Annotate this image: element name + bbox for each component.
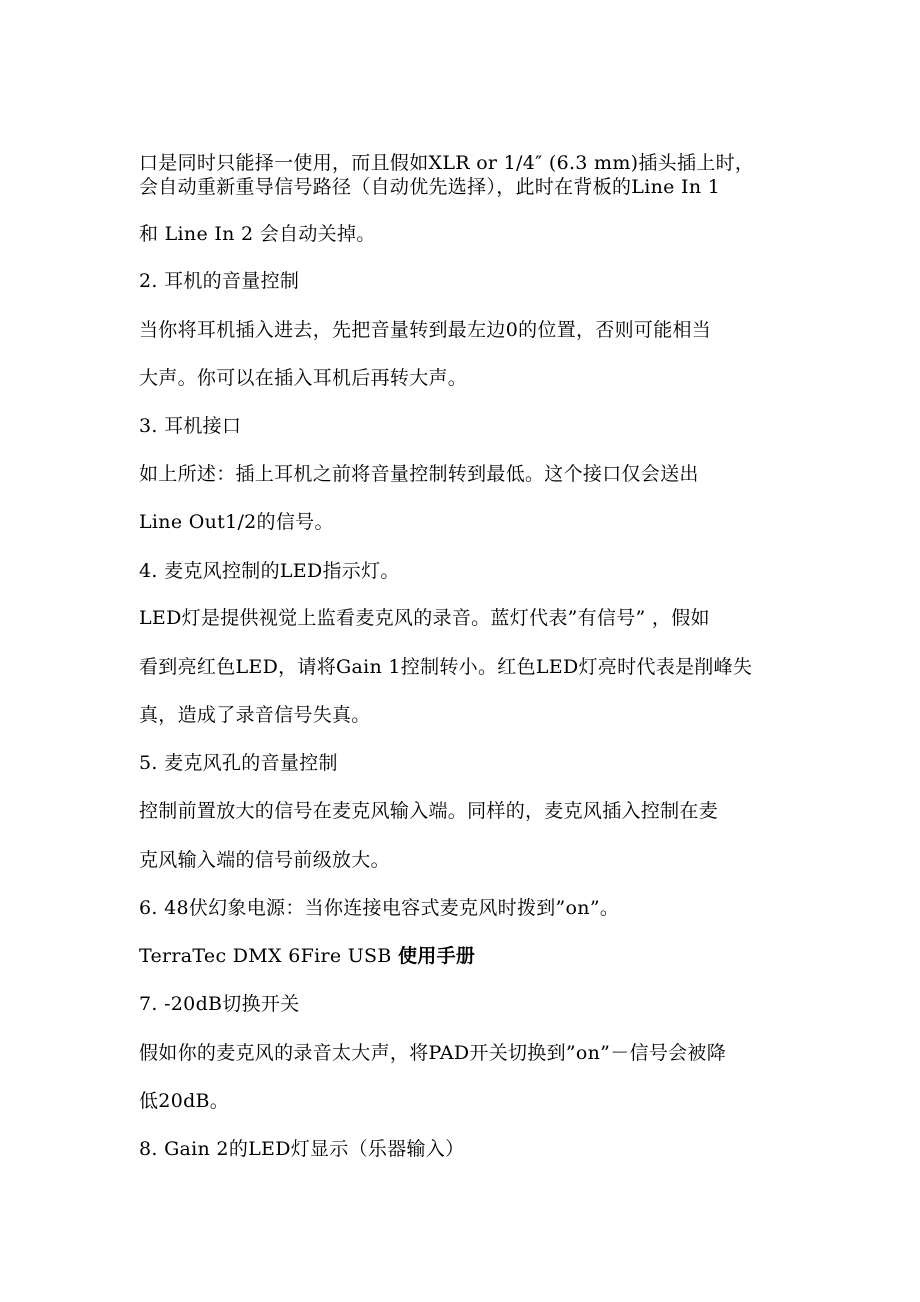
paragraph-line: Line Out1/2的信号。 bbox=[139, 511, 334, 533]
section-heading-5: 5. 麦克风孔的音量控制 bbox=[139, 752, 338, 774]
manual-header bbox=[139, 944, 475, 968]
section-heading-4: 4. 麦克风控制的LED指示灯。 bbox=[139, 560, 400, 582]
paragraph-line: 看到亮红色LED，请将Gain 1控制转小。红色LED灯亮时代表是削峰失 bbox=[139, 656, 753, 678]
paragraph-line: 真，造成了录音信号失真。 bbox=[139, 704, 371, 726]
manual-header-title: 使用手册 bbox=[397, 945, 476, 967]
section-heading-7: 7. -20dB切换开关 bbox=[139, 993, 300, 1015]
paragraph-line: 当你将耳机插入进去，先把音量转到最左边0的位置，否则可能相当 bbox=[139, 319, 712, 341]
paragraph-line: 大声。你可以在插入耳机后再转大声。 bbox=[139, 367, 468, 389]
paragraph-line: 和 Line In 2 会自动关掉。 bbox=[139, 223, 376, 245]
paragraph-line: 会自动重新重导信号路径（自动优先选择），此时在背板的Line In 1 bbox=[139, 176, 721, 198]
section-heading-2: 2. 耳机的音量控制 bbox=[139, 270, 300, 292]
paragraph-line: 如上所述：插上耳机之前将音量控制转到最低。这个接口仅会送出 bbox=[139, 463, 699, 485]
paragraph-line: 假如你的麦克风的录音太大声，将PAD开关切换到”on”－信号会被降 bbox=[139, 1042, 726, 1064]
section-heading-3: 3. 耳机接口 bbox=[139, 415, 242, 437]
paragraph-line: 克风输入端的信号前级放大。 bbox=[139, 849, 390, 871]
paragraph-line: 控制前置放大的信号在麦克风输入端。同样的，麦克风插入控制在麦 bbox=[139, 800, 719, 822]
paragraph-line: 低20dB。 bbox=[139, 1090, 230, 1112]
manual-header-brand: TerraTec DMX 6Fire USB bbox=[139, 945, 398, 967]
section-heading-8: 8. Gain 2的LED灯显示（乐器输入） bbox=[139, 1138, 465, 1160]
paragraph-line: 口是同时只能择一使用，而且假如XLR or 1/4″ (6.3 mm)插头插上时， bbox=[139, 152, 755, 174]
section-heading-6: 6. 48伏幻象电源：当你连接电容式麦克风时拨到”on”。 bbox=[139, 897, 620, 919]
paragraph-line: LED灯是提供视觉上监看麦克风的录音。蓝灯代表”有信号” ，假如 bbox=[139, 607, 710, 629]
